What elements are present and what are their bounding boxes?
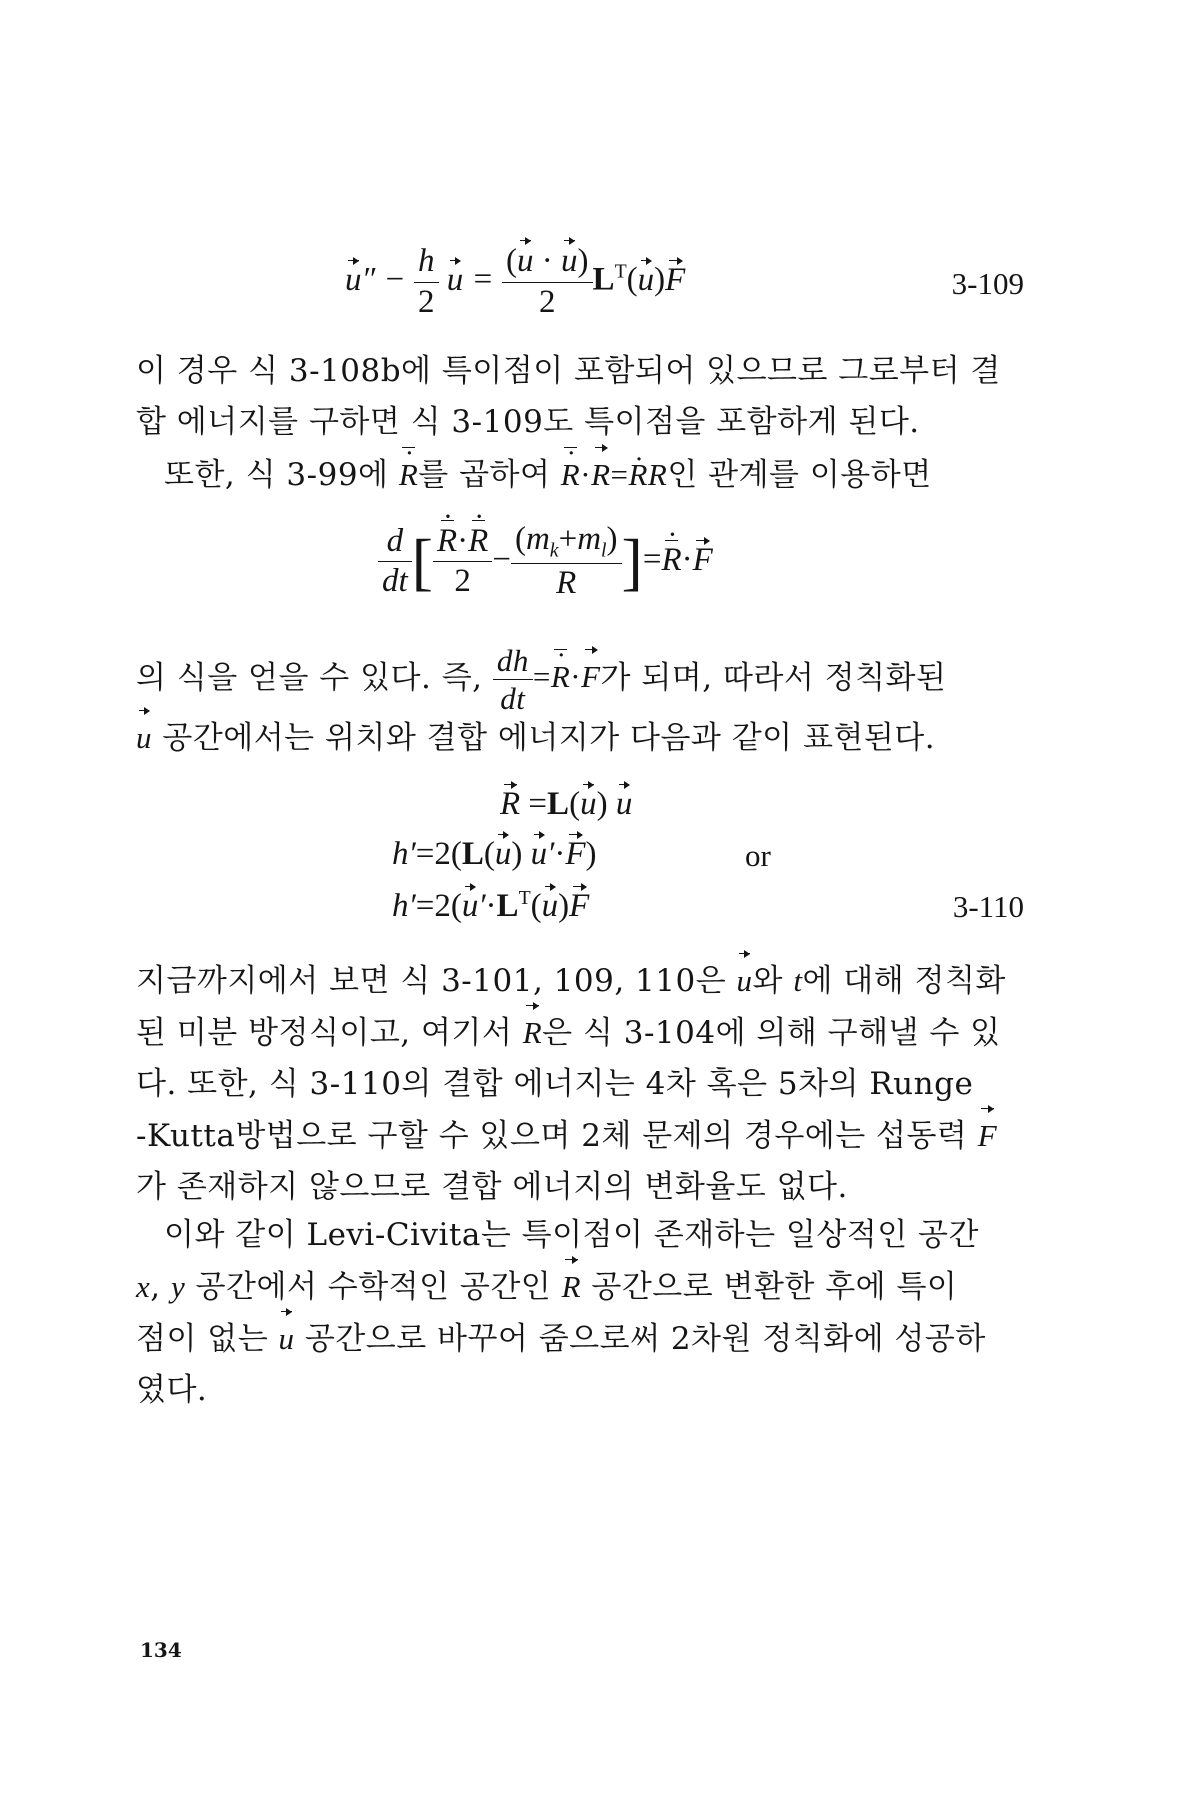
paragraph [164,449,1028,501]
text-fragment: 에 대해 정칙화 [802,963,1006,999]
paragraph [136,642,1028,717]
text-line: 된 미분 방정식이고, 여기서 R은 식 3-104에 의해 구해낼 수 있 [136,1007,1028,1059]
text-line: u 공간에서는 위치와 결합 에너지가 다음과 같이 표현된다. [136,712,1028,764]
text-line: 의 식을 얻을 수 있다. 즉, $\frac{dh}{dt}$ =R ··F가 되며, 따라서 정칙화된 [136,642,1028,717]
text-fragment: 또한, 식 3-99에 [164,457,389,493]
text-line: 합 에너지를 구하면 식 3-109도 특이점을 포함하게 된다. [136,404,920,440]
or-label: or [745,838,771,873]
text-line: 또한, 식 3-99에 R ·를 곱하여 R ··R=R ·R인 관계를 이용하면 [164,449,1028,501]
text-fragment: -Kutta방법으로 구할 수 있으며 2체 문제의 경우에는 섭동력 [136,1118,968,1154]
paragraph [136,712,1028,764]
text-line: 이 경우 식 3-108b에 특이점이 포함되어 있으므로 그로부터 결 [136,353,1001,389]
text-fragment: 은 식 3-104에 의해 구해낼 수 있 [542,1015,1001,1051]
text-fragment: 가 되며, 따라서 정칙화된 [600,660,947,697]
equation-h-prime-2: $h'=2(u'\cdot L^T(u)F$ [392,887,590,924]
text-fragment: 의 식을 얻을 수 있다. 즉, [136,660,483,697]
equation-derivative: $\frac{d}{dt}$ [ $\frac{R \cdot\cdot R \cdot}{2}$ − $\frac{(m_k+m_l)}{R}$ ]=R ··F [378,520,713,604]
text-line [136,1210,1028,1261]
text-fragment: 공간으로 변환한 후에 특이 [591,1269,958,1305]
text-line: -Kutta방법으로 구할 수 있으며 2체 문제의 경우에는 섭동력 F [136,1110,1028,1162]
equation-h-prime-1: h′=2(L(u) u′·F) [392,836,597,872]
text-fragment: 공간으로 바꾸어 줌으로써 2차원 정칙화에 성공하 [304,1321,986,1357]
paragraph [136,346,1028,448]
paragraph [136,955,1028,1213]
text-fragment: 를 곱하여 [418,457,551,493]
text-fragment: 이와 같이 Levi-Civita는 특이점이 존재하는 일상적인 공간 [164,1217,979,1253]
text-fragment: 인 관계를 이용하면 [667,457,932,493]
page-number: 134 [140,1638,182,1662]
text-line: 점이 없는 u 공간으로 바꾸어 줌으로써 2차원 정칙화에 성공하 [136,1313,1028,1365]
text-fragment: 와 [752,963,783,999]
paragraph [136,1210,1028,1416]
equation-number: 3-109 [951,266,1024,301]
equation-R: R =L(u) u [500,786,633,822]
text-fragment: 지금까지에서 보면 식 3-101, 109, 110은 [136,963,727,999]
text-fragment: 공간에서는 위치와 결합 에너지가 다음과 같이 표현된다. [162,720,936,756]
equation-3-109: u″ − $\frac{h}{2}$ u = $\frac{(u \cdot u)}{2}$ $L^T(u)F$ [345,243,686,320]
text-line: 지금까지에서 보면 식 3-101, 109, 110은 u와 t에 대해 정칙화 [136,955,1028,1007]
text-line: 가 존재하지 않으므로 결합 에너지의 변화율도 없다. [136,1169,848,1205]
text-line: x, y 공간에서 수학적인 공간인 R 공간으로 변환한 후에 특이 [136,1261,1028,1313]
text-line: 다. 또한, 식 3-110의 결합 에너지는 4차 혹은 5차의 Runge [136,1066,974,1102]
text-line: 였다. [136,1372,208,1408]
equation-number: 3-110 [952,889,1024,924]
text-fragment: 공간에서 수학적인 공간인 [195,1269,552,1305]
text-fragment: 점이 없는 [136,1321,269,1357]
text-fragment: 된 미분 방정식이고, 여기서 [136,1015,513,1051]
